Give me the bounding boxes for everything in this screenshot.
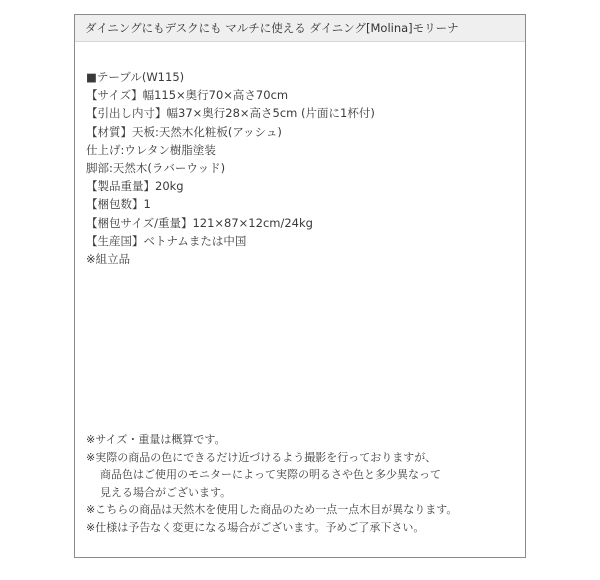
spec-line-drawer-inner-size: 【引出し内寸】幅37×奥行28×高さ5cm (片面に1杯付) [86, 106, 375, 121]
note-size-weight: ※サイズ・重量は概算です。 [86, 433, 226, 446]
note-color-1: ※実際の商品の色にできるだけ近づけるよう撮影を行っておりますが、 [86, 450, 437, 464]
spec-list [86, 68, 375, 268]
note-spec-change: ※仕様は予告なく変更になる場合がございます。予めご了承下さい。 [86, 520, 425, 534]
product-spec-panel [74, 14, 526, 558]
spec-line-assembly: ※組立品 [86, 252, 131, 267]
spec-line-package-count: 【梱包数】1 [86, 197, 151, 212]
note-color-2: 商品色はご使用のモニターによって実際の明るさや色と多少異なって [100, 468, 441, 482]
spec-line-origin: 【生産国】ベトナムまたは中国 [86, 233, 247, 248]
spec-line-material-top: 【材質】天板:天然木化粧板(アッシュ) [86, 124, 282, 139]
panel-header [75, 15, 525, 42]
spec-line-finish: 仕上げ:ウレタン樹脂塗装 [86, 142, 216, 157]
note-wood-grain: ※こちらの商品は天然木を使用した商品のため一点一点木目が異なります。 [86, 503, 458, 517]
spec-line-weight: 【製品重量】20kg [86, 179, 184, 194]
spec-line-table-model: ■テーブル(W115) [86, 70, 185, 84]
notes-list [86, 431, 457, 537]
spec-line-size: 【サイズ】幅115×奥行70×高さ70cm [86, 88, 289, 103]
panel-title: ダイニングにもデスクにも マルチに使える ダイニング[Molina]モリーナ [85, 21, 459, 35]
note-color-3: 見える場合がございます。 [100, 485, 232, 499]
spec-line-package-size: 【梱包サイズ/重量】121×87×12cm/24kg [86, 215, 313, 230]
spec-line-legs: 脚部:天然木(ラバーウッド) [86, 161, 226, 176]
